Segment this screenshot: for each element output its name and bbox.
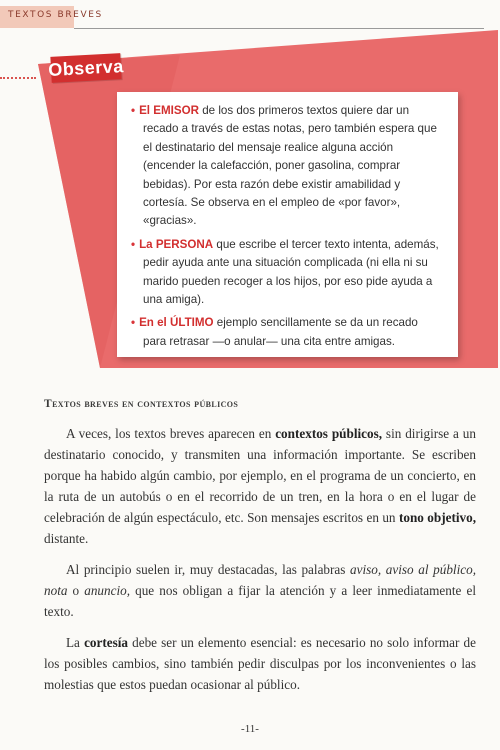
- text-run: Al principio suelen ir, muy destacadas, las palabras: [66, 562, 351, 577]
- running-head: TEXTOS BREVES: [8, 10, 103, 20]
- callout-text: ejemplo sencillamente se da un recado para retrasar —o anular— una cita entre amigas.: [143, 316, 418, 348]
- bold-term: cortesía: [84, 635, 128, 650]
- page-number: -11-: [241, 723, 259, 735]
- text-run: La: [66, 635, 85, 650]
- bold-term: contextos públicos,: [275, 426, 383, 441]
- text-run: debe ser un elemento esencial: es necesario no solo informar de los posibles cambios, sino también pedir disculpas por los inconvenientes o las molestias que estos puedan ocasionar al público.: [44, 635, 476, 692]
- text-run: distante.: [44, 531, 89, 546]
- section-heading: Textos breves en contextos públicos: [44, 398, 239, 410]
- paragraph-1: [44, 423, 476, 549]
- italic-term: aviso, aviso al público, nota: [44, 562, 476, 598]
- dotted-leader: [0, 77, 36, 79]
- bold-term: tono objetivo,: [398, 510, 476, 525]
- callout-keyword: En el ÚLTIMO: [139, 316, 214, 330]
- callout-keyword: La PERSONA: [139, 237, 214, 251]
- bullet-icon: •: [131, 316, 136, 330]
- callout-item: [131, 102, 444, 231]
- body-text: [44, 423, 476, 705]
- callout-text: de los dos primeros textos quiere dar un recado a través de estas notas, pero también espera que el destinatario del mensaje realice alguna acción (encender la calefacción, poner gasolina, comprar bebidas). Por esta razón debe existir amabilidad y cortesía. Se observa en el empleo de «por favor», «gracias».: [143, 104, 437, 228]
- text-run: que nos obligan a fijar la atención y a leer inmediatamente el texto.: [44, 583, 476, 619]
- observa-label: Observa: [47, 55, 125, 80]
- callout-text: que escribe el tercer texto intenta, además, pedir ayuda ante una situación complicada (ni ella ni su marido pueden recoger a los hijos, por eso pide ayuda a una amiga).: [143, 237, 439, 307]
- callout-item: [131, 236, 444, 310]
- observa-badge: [47, 53, 125, 83]
- callout-item: [131, 314, 444, 351]
- text-run: o: [67, 583, 85, 598]
- text-run: A veces, los textos breves aparecen en: [66, 426, 276, 441]
- text-run: sin dirigirse a un destinatario conocido, y transmiten una información importante. Se escriben porque ha habido algún cambio, por ejemplo, en el programa de un concierto, en la ruta de un autobús o en el recorrido de un tren, en la hora o en el lugar de celebración de algún espectáculo, etc. Son mensajes escritos en un: [44, 426, 476, 525]
- bullet-icon: •: [131, 237, 136, 251]
- callout-keyword: El EMISOR: [139, 104, 199, 117]
- paragraph-2: [44, 559, 476, 622]
- bullet-icon: •: [131, 104, 136, 117]
- paragraph-3: [44, 632, 476, 695]
- italic-term: anuncio,: [84, 583, 131, 598]
- callout-card: [117, 92, 458, 357]
